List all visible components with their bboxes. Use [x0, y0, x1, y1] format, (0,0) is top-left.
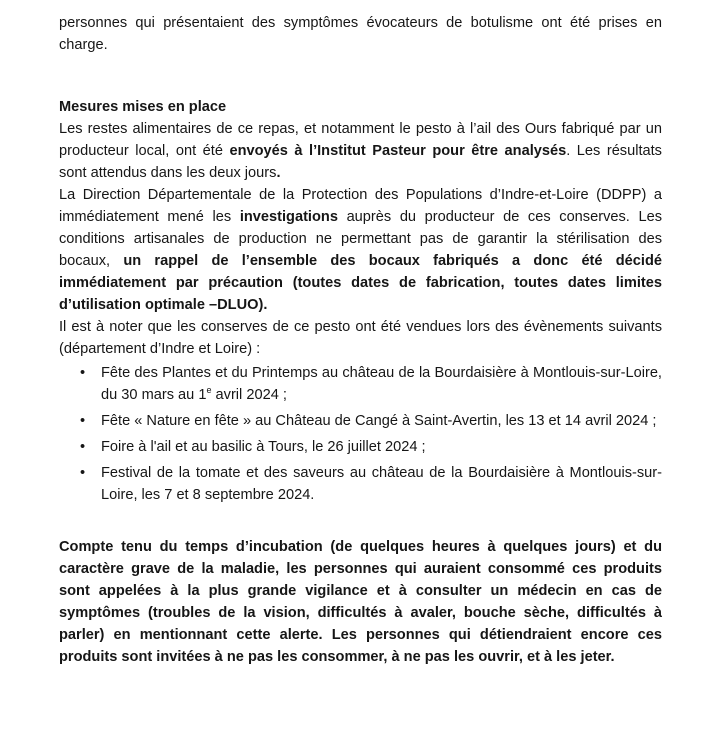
list-item — [80, 436, 662, 458]
document-page — [59, 12, 662, 668]
text-run: Fête « Nature en fête » au Château de Cangé à Saint-Avertin, les 13 et 14 avril 2024 ; — [101, 413, 657, 429]
text-run: Les restes alimentaires de ce repas, et notamment le pesto à l’ail des Ours fabriqué par un producteur local, ont été — [59, 121, 662, 159]
paragraph-events-intro: Il est à noter que les conserves de ce pesto ont été vendues lors des évènements suivants (département d’Indre et Loire) : — [59, 319, 662, 357]
paragraph-investigation — [59, 184, 662, 316]
paragraph-analysis — [59, 118, 662, 184]
bullet-icon: • — [80, 439, 86, 455]
text-run: Festival de la tomate et des saveurs au château de la Bourdaisière à Montlouis-sur-Loire, les 7 et 8 septembre 2024. — [101, 465, 662, 503]
list-item — [80, 362, 662, 406]
bold-run: . — [276, 165, 281, 181]
text-run: Foire à l'ail et au basilic à Tours, le 26 juillet 2024 ; — [101, 439, 426, 455]
bullet-icon: • — [80, 365, 86, 381]
bullet-icon: • — [80, 413, 86, 429]
text-run: La Direction Départementale de la Protection des Populations d’Indre-et-Loire (DDPP) a immédiatement mené les — [59, 187, 662, 225]
intro-paragraph: personnes qui présentaient des symptômes évocateurs de botulisme ont été prises en charge. — [59, 15, 662, 53]
bold-run: investigations — [239, 209, 338, 225]
superscript: e — [206, 385, 212, 396]
spacer — [59, 56, 662, 96]
text-run: avril 2024 ; — [211, 387, 287, 403]
bold-run: un rappel de l’ensemble des bocaux fabriqués a donc été décidé immédiatement par précaution (toutes dates de fabrication, toutes dates limites d’utilisation optimale –DLUO). — [59, 253, 662, 313]
text-run: . Les résultats sont attendus dans les deux jours — [59, 143, 662, 181]
list-item — [80, 462, 662, 506]
bullet-icon: • — [80, 465, 86, 481]
warning-paragraph: Compte tenu du temps d’incubation (de quelques heures à quelques jours) et du caractère grave de la maladie, les personnes qui auraient consommé ces produits sont appelées à la plus grande vigilance et à consulter un médecin en cas de symptômes (troubles de la vision, difficultés à avaler, bouche sèche, difficultés à parler) en mentionnant cette alerte. Les personnes qui détiendraient encore ces produits sont invitées à ne pas les consommer, à ne pas les ouvrir, et à les jeter. — [59, 539, 662, 665]
text-run: Fête des Plantes et du Printemps au château de la Bourdaisière à Montlouis-sur-Loire, du 30 mars au 1 — [101, 365, 662, 403]
section-heading: Mesures mises en place — [59, 99, 227, 115]
text-run: auprès du producteur de ces conserves. Les conditions artisanales de production ne permettant pas de garantir la stérilisation des bocaux, — [59, 209, 662, 269]
spacer — [59, 510, 662, 536]
bold-run: envoyés à l’Institut Pasteur pour être analysés — [229, 143, 567, 159]
list-item — [80, 410, 662, 432]
events-list — [59, 362, 662, 506]
